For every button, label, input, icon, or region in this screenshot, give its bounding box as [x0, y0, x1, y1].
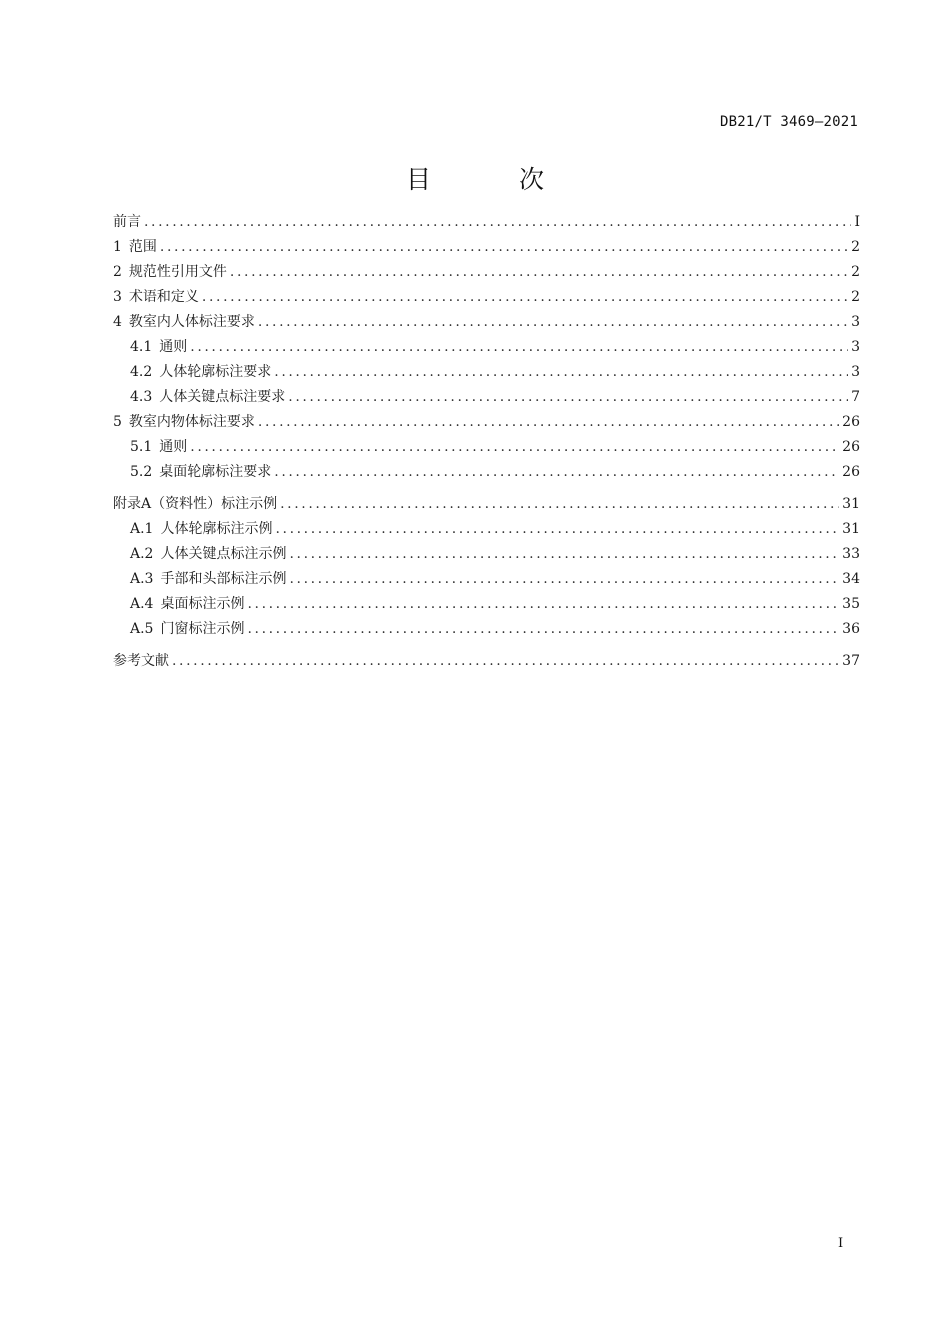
toc-dot-leader — [247, 617, 839, 642]
toc-entry-title: 附录A（资料性）标注示例 — [113, 496, 278, 512]
toc-entry[interactable] — [113, 210, 860, 235]
toc-entry-page: 36 — [842, 621, 860, 637]
toc-entry-page: 37 — [842, 653, 860, 669]
toc-entry[interactable] — [113, 649, 860, 674]
toc-entry-number: 2 — [113, 264, 122, 280]
toc-entry-title: 教室内物体标注要求 — [128, 414, 255, 430]
toc-entry[interactable] — [113, 517, 860, 542]
toc-entry[interactable] — [113, 360, 860, 385]
toc-dot-leader — [247, 592, 839, 617]
toc-entry-title: 前言 — [113, 214, 141, 230]
toc-entry-title: 桌面轮廓标注要求 — [159, 464, 272, 480]
toc-entry-number: 4 — [113, 314, 122, 330]
toc-entry[interactable] — [113, 592, 860, 617]
toc-entry-number: A.5 — [130, 621, 154, 637]
toc-entry[interactable] — [113, 460, 860, 485]
toc-entry[interactable] — [113, 260, 860, 285]
toc-entry-page: 2 — [851, 239, 860, 255]
toc-entry-page: 7 — [851, 389, 860, 405]
toc-dot-leader — [202, 285, 848, 310]
toc-entry-title: 人体关键点标注示例 — [160, 546, 287, 562]
toc-entry-page: I — [854, 214, 860, 230]
toc-dot-leader — [258, 410, 839, 435]
toc-entry-page: 33 — [842, 546, 860, 562]
toc-entry-title: 教室内人体标注要求 — [128, 314, 255, 330]
toc-dot-leader — [230, 260, 848, 285]
toc-dot-leader — [275, 517, 839, 542]
toc-entry-title: 桌面标注示例 — [160, 596, 245, 612]
toc-entry-page: 26 — [842, 464, 860, 480]
toc-entry[interactable] — [113, 285, 860, 310]
toc-entry-page: 2 — [851, 264, 860, 280]
toc-entry-page: 3 — [851, 364, 860, 380]
toc-dot-leader — [288, 385, 848, 410]
toc-entry[interactable] — [113, 410, 860, 435]
toc-dot-leader — [172, 649, 839, 674]
toc-entry[interactable] — [113, 235, 860, 260]
toc-dot-leader — [274, 360, 848, 385]
toc-entry-page: 3 — [851, 339, 860, 355]
toc-entry-page: 31 — [842, 496, 860, 512]
toc-entry[interactable] — [113, 542, 860, 567]
toc-entry-title: 人体轮廓标注要求 — [159, 364, 272, 380]
toc-title: 目 次 — [406, 165, 584, 194]
toc-entry-number: 3 — [113, 289, 122, 305]
toc-entry-title: 参考文献 — [113, 653, 169, 669]
table-of-contents — [113, 210, 860, 674]
toc-entry-title: 术语和定义 — [128, 289, 199, 305]
toc-entry[interactable] — [113, 617, 860, 642]
toc-entry[interactable] — [113, 492, 860, 517]
toc-dot-leader — [258, 310, 848, 335]
toc-dot-leader — [190, 335, 848, 360]
document-code: DB21/T 3469—2021 — [719, 114, 858, 130]
toc-entry-number: 4.1 — [130, 339, 153, 355]
toc-entry[interactable] — [113, 567, 860, 592]
toc-entry-title: 人体关键点标注要求 — [159, 389, 286, 405]
toc-entry-page: 26 — [842, 439, 860, 455]
toc-entry-title: 范围 — [128, 239, 157, 255]
toc-entry[interactable] — [113, 335, 860, 360]
toc-entry-number: A.1 — [130, 521, 154, 537]
toc-dot-leader — [144, 210, 851, 235]
toc-entry-title: 规范性引用文件 — [128, 264, 227, 280]
toc-entry-page: 34 — [842, 571, 860, 587]
toc-entry-number: 5 — [113, 414, 122, 430]
toc-entry-title: 人体轮廓标注示例 — [160, 521, 273, 537]
toc-entry-page: 3 — [851, 314, 860, 330]
footer-page-number: I — [838, 1236, 844, 1251]
toc-entry-page: 31 — [842, 521, 860, 537]
toc-entry-number: 5.2 — [130, 464, 153, 480]
toc-entry[interactable] — [113, 385, 860, 410]
toc-entry-number: A.4 — [130, 596, 154, 612]
toc-entry-number: A.2 — [130, 546, 154, 562]
toc-entry[interactable] — [113, 310, 860, 335]
toc-dot-leader — [289, 542, 839, 567]
toc-entry-title: 门窗标注示例 — [160, 621, 245, 637]
toc-entry[interactable] — [113, 435, 860, 460]
toc-entry-number: A.3 — [130, 571, 154, 587]
toc-entry-page: 35 — [842, 596, 860, 612]
toc-entry-page: 2 — [851, 289, 860, 305]
toc-entry-page: 26 — [842, 414, 860, 430]
toc-entry-number: 4.2 — [130, 364, 153, 380]
toc-dot-leader — [289, 567, 839, 592]
toc-entry-number: 4.3 — [130, 389, 153, 405]
toc-entry-title: 手部和头部标注示例 — [160, 571, 287, 587]
toc-dot-leader — [280, 492, 839, 517]
toc-dot-leader — [274, 460, 839, 485]
toc-dot-leader — [160, 235, 848, 260]
toc-entry-title: 通则 — [159, 439, 188, 455]
toc-entry-number: 1 — [113, 239, 122, 255]
toc-dot-leader — [190, 435, 839, 460]
toc-entry-number: 5.1 — [130, 439, 153, 455]
toc-entry-title: 通则 — [159, 339, 188, 355]
